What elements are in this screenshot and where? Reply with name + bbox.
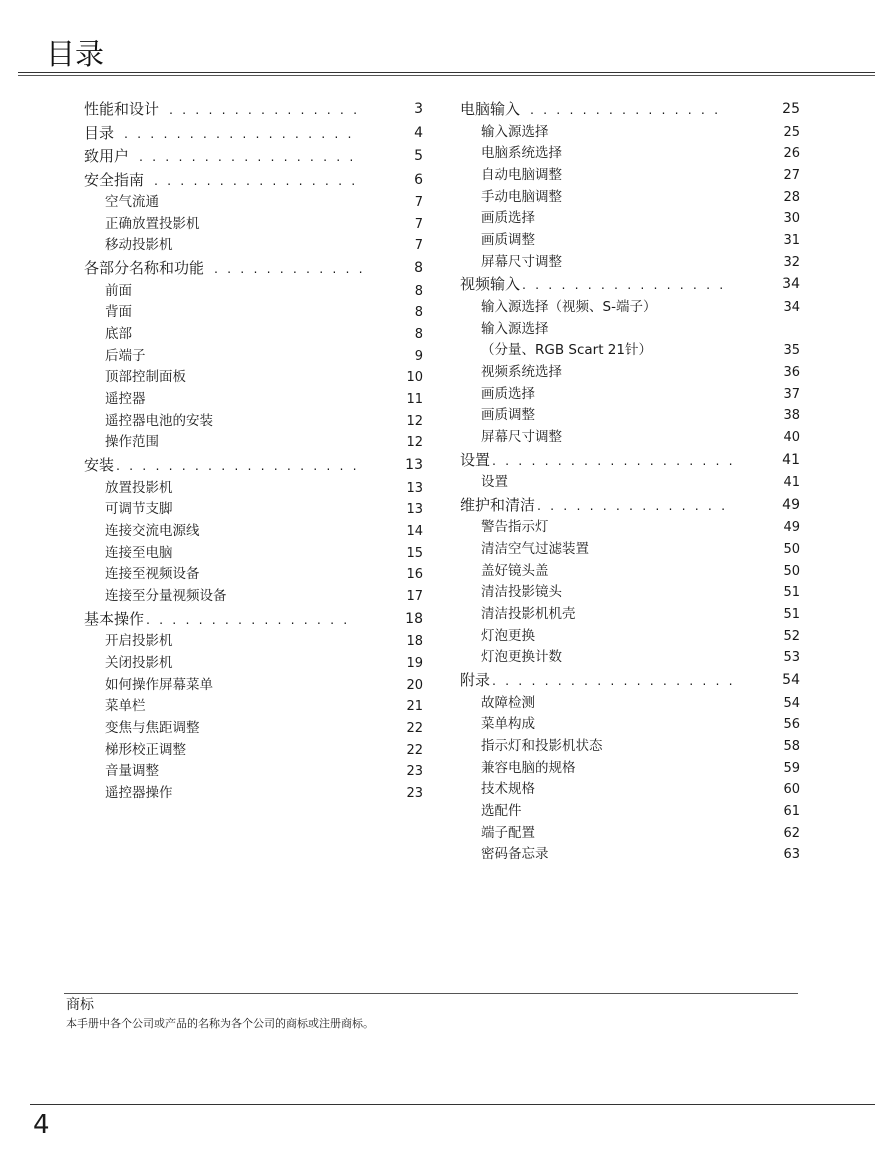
toc-section-entry (84, 122, 423, 146)
toc-entry-page: 3 (414, 101, 423, 117)
toc-subsection-entry (460, 297, 800, 319)
toc-subsection-entry (460, 405, 800, 427)
toc-entry-page: 14 (406, 523, 423, 539)
toc-subsection-entry (84, 761, 423, 783)
toc-entry-page: 52 (783, 628, 800, 644)
toc-subsection-entry (84, 411, 423, 433)
toc-subsection-entry (84, 302, 423, 324)
toc-leader-dots: . . . . . . . . . . . . . . . . . . . (116, 458, 360, 474)
toc-leader-dots: . . . . . . . . . . . . . . . (169, 102, 360, 117)
toc-entry-page: 13 (405, 457, 423, 474)
toc-entry-label: 画质选择 (481, 210, 535, 227)
toc-entry-page: 54 (782, 672, 800, 689)
toc-entry-label: 自动电脑调整 (481, 166, 562, 183)
toc-entry-label: 选配件 (481, 803, 522, 820)
toc-subsection-entry (460, 844, 800, 866)
toc-entry-page: 18 (406, 634, 423, 650)
toc-subsection-entry (84, 543, 423, 565)
toc-entry-page: 50 (783, 542, 800, 557)
toc-entry-page: 50 (783, 563, 800, 579)
toc-subsection-entry (84, 564, 423, 586)
toc-entry-page: 26 (783, 146, 800, 162)
toc-entry-page: 61 (783, 804, 800, 820)
toc-entry-page: 54 (783, 695, 800, 711)
toc-subsection-entry (84, 324, 423, 346)
toc-entry-page: 60 (783, 782, 800, 798)
toc-subsection-entry (460, 758, 800, 780)
toc-entry-label: 清洁空气过滤装置 (481, 541, 589, 557)
toc-entry-label: 致用户 (84, 147, 130, 165)
toc-entry-label: 灯泡更换 (481, 627, 535, 644)
toc-entry-page: 58 (783, 739, 800, 754)
toc-entry-label: 端子配置 (481, 824, 535, 841)
toc-entry-page: 41 (783, 475, 800, 491)
toc-entry-label: 屏幕尺寸调整 (481, 253, 562, 270)
toc-entry-page: 32 (783, 254, 800, 270)
toc-subsection-entry (84, 653, 423, 675)
toc-entry-label: 设置 (481, 474, 508, 491)
toc-section-entry (84, 257, 423, 281)
toc-subsection-entry (84, 478, 423, 500)
toc-leader-dots: . . . . . . . . . . . . (214, 261, 366, 277)
toc-subsection-entry (460, 714, 800, 736)
toc-entry-label: 连接交流电源线 (105, 522, 200, 539)
toc-subsection-entry (460, 517, 800, 539)
toc-entry-label: 清洁投影机机壳 (481, 606, 576, 623)
toc-leader-dots: . . . . . . . . . . . . . . . (530, 102, 721, 117)
toc-leader-dots: . . . . . . . . . . . . . . . . . (139, 149, 356, 164)
trademark-heading: 商标 (66, 997, 94, 1013)
toc-subsection-entry (460, 801, 800, 823)
toc-subsection-entry (84, 631, 423, 653)
toc-subsection-entry (84, 214, 423, 236)
toc-entry-label: 前面 (105, 282, 132, 299)
toc-entry-label: 电脑输入 (460, 100, 521, 118)
toc-subsection-entry (460, 427, 800, 449)
toc-subsection-entry (460, 779, 800, 801)
toc-entry-label: 后端子 (105, 347, 146, 364)
toc-left-column (84, 98, 423, 805)
toc-entry-page: 7 (414, 195, 423, 210)
toc-entry-label: 连接至视频设备 (105, 566, 200, 583)
toc-entry-label: 遥控器操作 (105, 785, 173, 801)
toc-leader-dots: . . . . . . . . . . . . . . . (537, 497, 728, 513)
toc-right-column (460, 98, 800, 866)
toc-subsection-entry (84, 783, 423, 805)
toc-entry-page: 12 (406, 435, 423, 451)
title-rule (18, 72, 875, 73)
toc-entry-label: 手动电脑调整 (481, 188, 562, 205)
toc-entry-label: 视频系统选择 (481, 363, 562, 380)
toc-subsection-entry (460, 319, 800, 341)
trademark-divider (64, 993, 798, 994)
toc-entry-label: （分量、RGB Scart 21针） (481, 342, 652, 359)
toc-entry-label: 开启投影机 (105, 633, 173, 650)
toc-entry-page: 13 (406, 480, 423, 496)
toc-subsection-entry (460, 187, 800, 209)
toc-entry-page: 49 (783, 520, 800, 536)
toc-entry-page: 8 (414, 283, 423, 299)
toc-entry-label: 变焦与焦距调整 (105, 719, 200, 736)
toc-entry-page: 63 (783, 847, 800, 863)
page-number: 4 (33, 1110, 50, 1140)
toc-entry-label: 背面 (105, 304, 132, 321)
toc-entry-page: 20 (406, 677, 423, 693)
toc-section-entry (84, 145, 423, 169)
toc-subsection-entry (460, 647, 800, 669)
toc-entry-label: 输入源选择 (481, 320, 549, 337)
toc-entry-page: 8 (414, 260, 423, 277)
toc-subsection-entry (460, 384, 800, 406)
toc-subsection-entry (84, 346, 423, 368)
toc-section-entry (460, 494, 800, 518)
toc-subsection-entry (460, 340, 800, 362)
toc-entry-page: 22 (406, 720, 423, 736)
toc-subsection-entry (460, 252, 800, 274)
toc-entry-page: 36 (783, 364, 800, 380)
toc-entry-label: 清洁投影镜头 (481, 584, 562, 601)
toc-entry-label: 设置 (460, 450, 491, 469)
toc-subsection-entry (84, 281, 423, 303)
toc-leader-dots: . . . . . . . . . . . . . . . . . . . (492, 673, 736, 689)
toc-subsection-entry (84, 521, 423, 543)
toc-entry-label: 正确放置投影机 (105, 215, 200, 232)
toc-entry-page: 8 (414, 326, 423, 342)
toc-subsection-entry (460, 165, 800, 187)
toc-entry-page: 9 (414, 348, 423, 364)
toc-entry-page: 53 (783, 650, 800, 666)
toc-leader-dots: . . . . . . . . . . . . . . . . . . (124, 125, 355, 141)
toc-entry-page: 40 (783, 429, 800, 445)
toc-entry-page: 51 (783, 585, 800, 601)
toc-leader-dots: . . . . . . . . . . . . . . . . (154, 172, 358, 188)
toc-entry-page: 35 (783, 343, 800, 359)
toc-entry-label: 放置投影机 (105, 479, 173, 496)
toc-leader-dots: . . . . . . . . . . . . . . . . (522, 277, 726, 293)
toc-entry-label: 安全指南 (84, 170, 145, 189)
toc-entry-page: 23 (406, 786, 423, 801)
toc-section-entry (84, 98, 423, 122)
toc-leader-dots: . . . . . . . . . . . . . . . . . . . (492, 452, 736, 468)
title-rule-secondary (18, 75, 875, 76)
toc-entry-label: 电脑系统选择 (481, 145, 562, 162)
toc-subsection-entry (84, 675, 423, 697)
toc-entry-label: 底部 (105, 325, 132, 342)
page-title: 目录 (46, 37, 105, 71)
toc-entry-label: 关闭投影机 (105, 654, 173, 671)
toc-entry-label: 兼容电脑的规格 (481, 759, 576, 776)
toc-subsection-entry (460, 230, 800, 252)
toc-entry-label: 梯形校正调整 (105, 741, 186, 758)
toc-entry-page: 31 (783, 232, 800, 248)
toc-subsection-entry (84, 586, 423, 608)
toc-section-entry (460, 669, 800, 693)
toc-entry-label: 指示灯和投影机状态 (481, 738, 603, 754)
toc-entry-label: 视频输入 (460, 275, 521, 294)
toc-entry-label: 安装 (84, 456, 115, 475)
trademark-text: 本手册中各个公司或产品的名称为各个公司的商标或注册商标。 (66, 1017, 374, 1030)
toc-subsection-entry (460, 472, 800, 494)
toc-entry-page: 62 (783, 825, 800, 841)
toc-entry-page: 11 (406, 392, 423, 407)
toc-entry-page: 5 (414, 148, 423, 164)
toc-entry-page: 12 (406, 413, 423, 429)
toc-entry-label: 连接至电脑 (105, 544, 173, 561)
toc-entry-page: 59 (783, 760, 800, 776)
toc-entry-page: 7 (414, 238, 423, 254)
toc-entry-page: 15 (406, 545, 423, 561)
toc-entry-label: 技术规格 (481, 781, 535, 798)
toc-entry-label: 输入源选择 (481, 123, 549, 140)
toc-section-entry (460, 273, 800, 297)
toc-entry-page: 22 (406, 742, 423, 758)
toc-entry-page: 30 (783, 211, 800, 227)
toc-entry-label: 遥控器电池的安装 (105, 412, 213, 429)
toc-entry-label: 警告指示灯 (481, 519, 549, 536)
toc-entry-page: 19 (406, 655, 423, 671)
toc-subsection-entry (84, 432, 423, 454)
toc-entry-page: 56 (783, 717, 800, 733)
toc-subsection-entry (84, 718, 423, 740)
toc-entry-page: 13 (406, 502, 423, 518)
toc-subsection-entry (84, 696, 423, 718)
toc-entry-page: 17 (406, 589, 423, 604)
toc-entry-label: 如何操作屏幕菜单 (105, 676, 213, 693)
toc-entry-label: 顶部控制面板 (105, 369, 186, 386)
toc-entry-label: 附录 (460, 671, 491, 690)
toc-entry-page: 21 (406, 699, 423, 715)
toc-entry-label: 灯泡更换计数 (481, 649, 562, 666)
toc-subsection-entry (84, 389, 423, 411)
toc-subsection-entry (84, 740, 423, 762)
toc-subsection-entry (460, 539, 800, 561)
toc-subsection-entry (460, 736, 800, 758)
toc-subsection-entry (84, 235, 423, 257)
toc-entry-label: 性能和设计 (84, 100, 160, 118)
toc-section-entry (84, 454, 423, 478)
toc-entry-label: 画质调整 (481, 407, 535, 424)
toc-entry-page: 37 (783, 386, 800, 402)
toc-entry-page: 25 (782, 101, 800, 117)
toc-entry-page: 49 (782, 496, 800, 513)
toc-section-entry (84, 169, 423, 193)
toc-subsection-entry (460, 561, 800, 583)
toc-entry-label: 盖好镜头盖 (481, 562, 549, 579)
toc-entry-label: 输入源选择（视频、S-端子） (481, 298, 657, 315)
toc-subsection-entry (460, 582, 800, 604)
toc-entry-page: 8 (414, 305, 423, 321)
toc-entry-label: 维护和清洁 (460, 495, 536, 514)
toc-entry-page: 10 (406, 370, 423, 386)
toc-entry-page: 7 (414, 216, 423, 232)
toc-subsection-entry (84, 367, 423, 389)
toc-section-entry (460, 98, 800, 122)
toc-entry-page: 27 (783, 167, 800, 183)
toc-entry-page: 6 (414, 171, 423, 188)
toc-entry-label: 音量调整 (105, 763, 159, 780)
toc-entry-page: 34 (783, 299, 800, 315)
toc-subsection-entry (84, 192, 423, 214)
toc-entry-label: 目录 (84, 123, 115, 142)
toc-entry-label: 菜单栏 (105, 698, 146, 715)
toc-entry-page: 38 (783, 408, 800, 424)
toc-entry-page: 18 (405, 610, 423, 627)
toc-entry-label: 移动投影机 (105, 237, 173, 254)
toc-entry-page: 34 (782, 276, 800, 293)
toc-leader-dots: . . . . . . . . . . . . . . . . (146, 611, 350, 627)
toc-entry-label: 可调节支脚 (105, 501, 173, 518)
toc-subsection-entry (460, 626, 800, 648)
toc-entry-page: 51 (783, 607, 800, 623)
toc-subsection-entry (460, 143, 800, 165)
toc-entry-label: 空气流通 (105, 194, 159, 210)
toc-section-entry (84, 608, 423, 632)
toc-entry-label: 密码备忘录 (481, 846, 549, 863)
toc-entry-label: 画质调整 (481, 231, 535, 248)
toc-subsection-entry (460, 362, 800, 384)
toc-entry-label: 屏幕尺寸调整 (481, 428, 562, 445)
toc-subsection-entry (460, 823, 800, 845)
toc-entry-page: 23 (406, 764, 423, 780)
footer-rule (30, 1104, 875, 1105)
toc-subsection-entry (460, 122, 800, 144)
toc-entry-label: 菜单构成 (481, 716, 535, 733)
toc-entry-page: 41 (782, 451, 800, 468)
toc-entry-label: 遥控器 (105, 391, 146, 407)
toc-entry-page: 4 (414, 124, 423, 141)
toc-entry-label: 基本操作 (84, 609, 145, 628)
toc-entry-label: 故障检测 (481, 694, 535, 711)
toc-entry-page: 16 (406, 567, 423, 583)
toc-subsection-entry (84, 499, 423, 521)
toc-entry-label: 画质选择 (481, 385, 535, 402)
toc-entry-label: 操作范围 (105, 434, 159, 451)
toc-entry-label: 连接至分量视频设备 (105, 588, 227, 604)
toc-entry-page: 28 (783, 189, 800, 205)
toc-subsection-entry (460, 604, 800, 626)
toc-subsection-entry (460, 208, 800, 230)
toc-entry-page: 25 (783, 124, 800, 140)
toc-section-entry (460, 449, 800, 473)
toc-subsection-entry (460, 693, 800, 715)
toc-entry-label: 各部分名称和功能 (84, 259, 205, 278)
